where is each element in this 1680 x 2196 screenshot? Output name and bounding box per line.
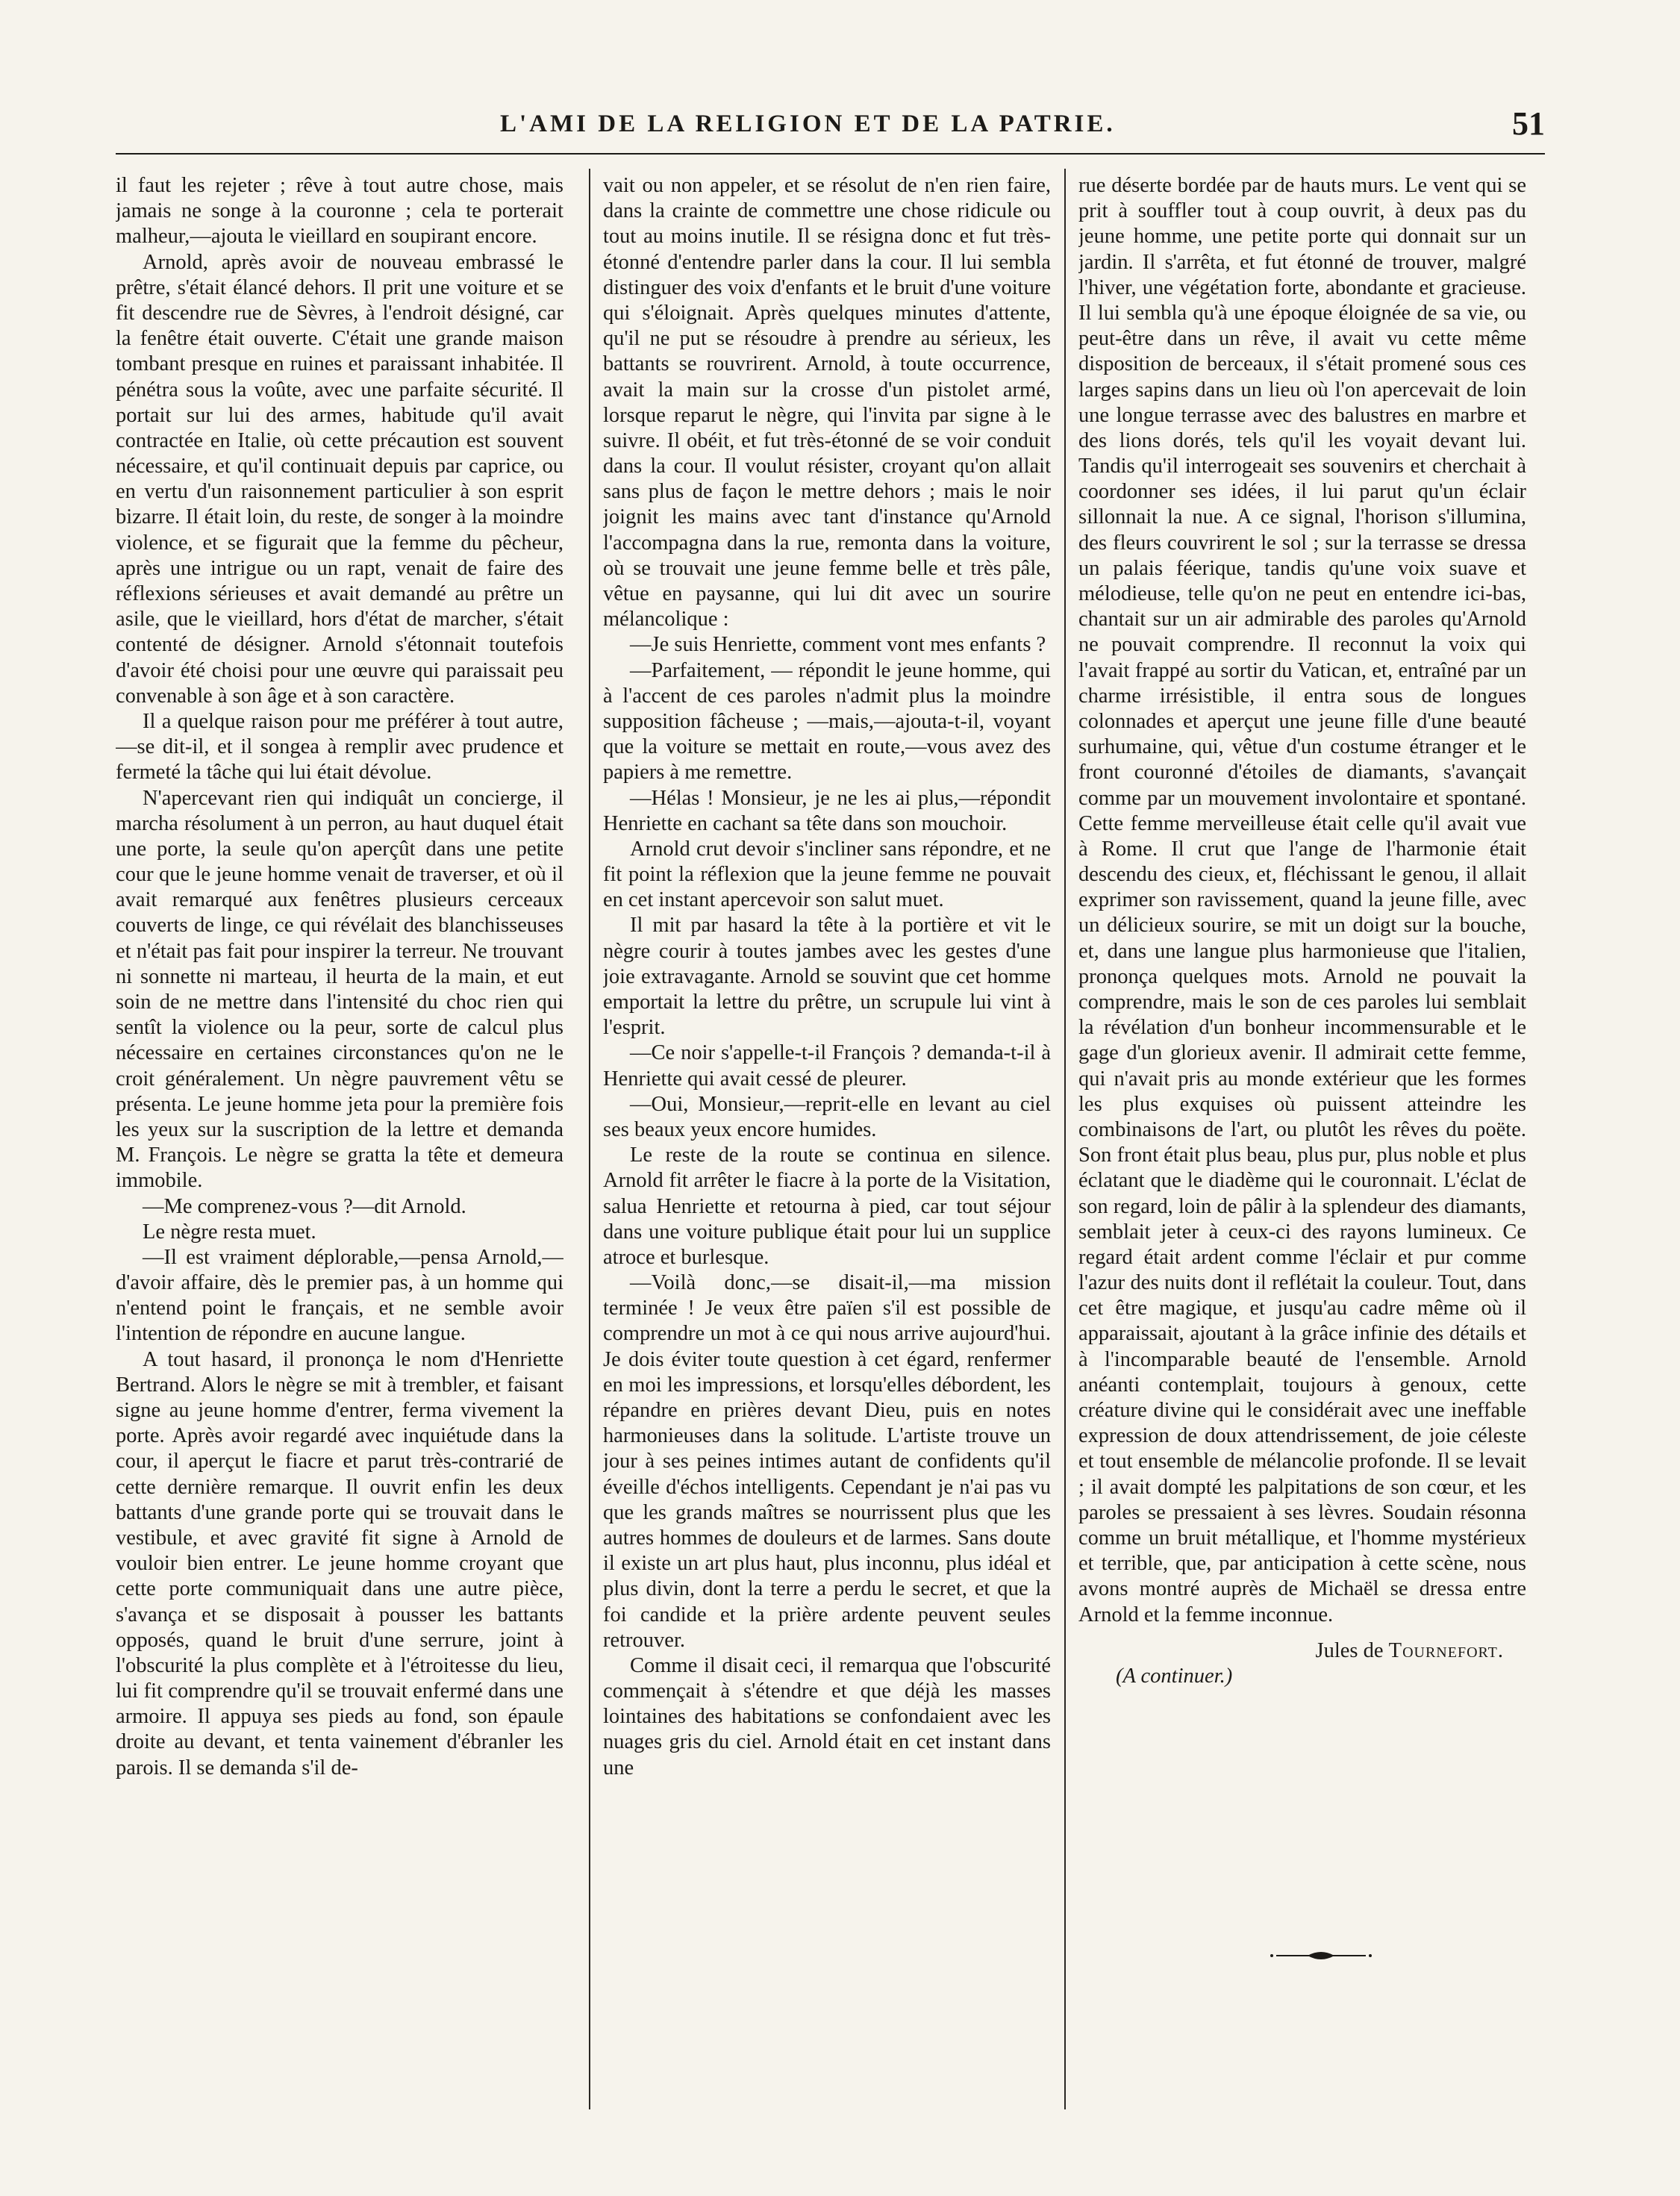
- paragraph: vait ou non appeler, et se résolut de n'en rien faire, dans la crainte de commettre une chose ridicule ou tout au moins inutile. Il se résigna donc et fut très-étonné d'entendre parler dans la cour. Il lui sembla distinguer des voix d'enfants et le bruit d'une voiture qui s'éloignait. Après quelques minutes d'attente, qu'il ne put se résoudre à prendre au sérieux, les battants se rouvrirent. Arnold, à toute occurrence, avait la main sur la crosse d'un pistolet armé, lorsque reparut le nègre, qui l'invita par signe à le suivre. Il obéit, et fut très-étonné de se voir conduit dans la cour. Il voulut résister, croyant qu'on allait sans plus de façon le mettre dehors ; mais le noir joignit les mains avec tant d'instance qu'Arnold l'accompagna dans la rue, remonta dans la voiture, où se trouvait une jeune femme belle et très pâle, vêtue en paysanne, qui lui dit avec un sourire mélancolique :: [603, 174, 1051, 631]
- paragraph: Le nègre resta muet.: [143, 1220, 316, 1244]
- paragraph: —Oui, Monsieur,—reprit-elle en levant au ciel ses beaux yeux encore humides.: [603, 1092, 1051, 1141]
- paragraph: —Je suis Henriette, comment vont mes enfants ?: [630, 633, 1046, 657]
- text-column-3: [1078, 173, 1526, 2103]
- column-separator: [589, 169, 590, 2109]
- paragraph: Il mit par hasard la tête à la portière et vit le nègre courir à toutes jambes avec les gestes d'une joie extravagante. Arnold se souvint que cet homme emportait la lettre du prêtre, un scrupule lui vint à l'esprit.: [603, 914, 1051, 1040]
- author-signature: [1078, 1638, 1526, 1664]
- paragraph: —Il est vraiment déplorable,—pensa Arnold,—d'avoir affaire, dès le premier pas, à un homme qui n'entend point le français, et ne semble avoir l'intention de répondre en aucune langue.: [116, 1245, 563, 1346]
- page-header: [112, 105, 1545, 149]
- paragraph: —Me comprenez-vous ?—dit Arnold.: [143, 1194, 466, 1218]
- author-surname: Tournefort.: [1388, 1638, 1504, 1662]
- paragraph: Comme il disait ceci, il remarqua que l'obscurité commençait à s'étendre et que déjà les masses lointaines des habitations se confondaient avec les nuages gris du ciel. Arnold était en cet instant dans une: [603, 1653, 1051, 1779]
- paragraph: Le reste de la route se continua en silence. Arnold fit arrêter le fiacre à la porte de la Visitation, salua Henriette et retourna à pied, car tout séjour dans une voiture publique était pour lui un supplice atroce et burlesque.: [603, 1144, 1051, 1269]
- paragraph: N'apercevant rien qui indiquât un concierge, il marcha résolument à un perron, au haut duquel était une porte, la seule qu'on aperçût dans une petite cour que le jeune homme venait de traverser, et où il avait remarqué aux fenêtres plusieurs cerceaux couverts de linge, ce qui révélait des blanchisseuses et n'était pas fait pour inspirer la terreur. Ne trouvant ni sonnette ni marteau, il heurta de la main, et eut soin de ne mettre dans l'intensité du choc rien qui sentît la violence ou la peur, sorte de calcul plus nécessaire en certaines circonstances qu'on ne le croit généralement. Un nègre pauvrement vêtu se présenta. Le jeune homme jeta pour la première fois les yeux sur la suscription de la lettre et demanda M. François. Le nègre se gratta la tête et demeura immobile.: [116, 786, 563, 1193]
- header-rule: [116, 153, 1545, 155]
- paragraph: rue déserte bordée par de hauts murs. Le vent qui se prit à souffler tout à coup ouvrit, à deux pas du jeune homme, une petite porte qui donnait sur un jardin. Il s'arrêta, et fut étonné de trouver, malgré l'hiver, une végétation forte, abondante et gracieuse. Il lui sembla qu'à une époque éloignée de sa vie, ou peut-être dans un rêve, il avait vu cette même disposition de berceaux, il s'était promené sous ces larges sapins dans un lieu où l'on apercevait de loin une longue terrasse avec des balustres en marbre et des lions dorés, tels qu'il les voyait devant lui. Tandis qu'il interrogeait ses souvenirs et cherchait à coordonner ses idées, il lui parut qu'un éclair sillonnait la nue. A ce signal, l'horison s'illumina, des fleurs couvrirent le sol ; sur la terrasse se dressa un palais féerique, tandis qu'une voix suave et mélodieuse, telle qu'on ne peut en entendre ici-bas, chantait sur un air admirable des paroles qu'Arnold ne pouvait comprendre. Il reconnut la voix qui l'avait frappé au sortir du Vatican, et, entraîné par un charme irrésistible, il entra sous de longues colonnades et aperçut une jeune fille d'une beauté surhumaine, qui, vêtue d'un costume étranger et le front couronné d'étoiles de diamants, s'avançait comme par un mouvement involontaire et spontané. Cette femme merveilleuse était celle qu'il avait vue à Rome. Il crut que l'ange de l'harmonie était descendu des cieux, et, fléchissant le genou, il allait exprimer son ravissement, quand la jeune fille, avec un délicieux sourire, se mit un doigt sur la bouche, et, dans une langue plus harmonieuse que l'italien, prononça quelques mots. Arnold ne pouvait la comprendre, mais le son de ces paroles lui semblait la révélation d'un bonheur incommensurable et le gage d'un glorieux avenir. Il admirait cette femme, qui n'avait pris au monde extérieur que les formes les plus exquises où puissent atteindre les combinaisons de l'art, ou plutôt les rêves du poëte. Son front était plus beau, plus pur, plus noble et plus éclatant que le diadème qui le couronnait. L'éclat de son regard, loin de pâlir à la splendeur des diamants, semblait jeter à ceux-ci des rayons lumineux. Ce regard était ardent comme l'éclair et pur comme l'azur des nuits dont il reflétait la couleur. Tout, dans cet être magique, et jusqu'au cadre même où il apparaissait, ajoutant à la grâce infinie des détails et à l'incomparable beauté de l'ensemble. Arnold anéanti contemplait, toujours à genoux, cette créature divine qui le considérait avec une ineffable expression de doux attendrissement, de joie céleste et tout ensemble de mélancolie profonde. Il se levait ; il avait dompté les palpitations de son cœur, et les paroles se pressaient à ses lèvres. Soudain résonna comme un bruit métallique, et l'homme mystérieux et terrible, que, par anticipation à cette scène, nous avons montré auprès de Michaël se dressa entre Arnold et la femme inconnue.: [1078, 174, 1526, 1626]
- paragraph: Arnold, après avoir de nouveau embrassé le prêtre, s'était élancé dehors. Il prit une voiture et se fit descendre rue de Sèvres, à l'endroit désigné, car la fenêtre était ouverte. C'était une grande maison tombant presque en ruines et paraissant inhabitée. Il pénétra sous la voûte, avec une parfaite sécurité. Il portait sur lui des armes, habitude qu'il avait contractée en Italie, où cette précaution est souvent nécessaire, et qu'il continuait depuis par caprice, ou en vertu d'un raisonnement particulier à son esprit bizarre. Il était loin, du reste, de songer à la moindre violence, et se figurait que la femme du pêcheur, après une intrigue ou un rapt, venait de faire des réflexions sérieuses et avait demandé au prêtre un asile, que le vieillard, hors d'état de marcher, s'était contenté de désigner. Arnold s'étonnait toutefois d'avoir été choisi pour une œuvre qui paraissait peu convenable à son âge et à son caractère.: [116, 250, 563, 708]
- page-number: 51: [1512, 105, 1545, 142]
- paragraph: —Hélas ! Monsieur, je ne les ai plus,—répondit Henriette en cachant sa tête dans son mouchoir.: [603, 786, 1051, 835]
- paragraph: —Voilà donc,—se disait-il,—ma mission terminée ! Je veux être païen s'il est possible de comprendre un mot à ce qui nous arrive aujourd'hui. Je dois éviter toute question à cet égard, renfermer en moi les impressions, et lorsqu'elles débordent, les répandre en prières devant Dieu, puis en notes harmonieuses dans la solitude. L'artiste trouve un jour à ses peines intimes autant de confidents qu'il éveille d'échos intelligents. Cependant je n'ai pas vu que les grands maîtres se nourrissent plus que les autres hommes de douleurs et de larmes. Sans doute il existe un art plus haut, plus inconnu, plus idéal et plus divin, dont la terre a perdu le secret, et que la foi candide et la prière ardente peuvent seules retrouver.: [603, 1271, 1051, 1652]
- paragraph: —Ce noir s'appelle-t-il François ? demanda-t-il à Henriette qui avait cessé de pleurer.: [603, 1041, 1051, 1091]
- paragraph: Arnold crut devoir s'incliner sans répondre, et ne fit point la réflexion que la jeune femme ne pouvait en cet instant apercevoir son salut muet.: [603, 837, 1051, 912]
- author-given-name: Jules de: [1315, 1638, 1384, 1662]
- to-be-continued-note: (A continuer.): [1116, 1664, 1233, 1688]
- paragraph: A tout hasard, il prononça le nom d'Henriette Bertrand. Alors le nègre se mit à trembler, et faisant signe au jeune homme d'entrer, ferma vivement la porte. Après avoir regardé avec inquiétude dans la cour, il aperçut le fiacre et parut très-contrarié de cette dernière remarque. Il ouvrit enfin les deux battants d'une grande porte qui se trouvait dans le vestibule, et avec gravité fit signe à Arnold de vouloir bien entrer. Le jeune homme croyant que cette porte communiquait dans une autre pièce, s'avança et se disposait à pousser les battants opposés, quand le bruit d'une serrure, joint à l'obscurité la plus complète et à l'étroitesse du lieu, lui fit comprendre qu'il se trouvait enfermé dans une armoire. Il appuya ses pieds au fond, son épaule droite au devant, et tenta vainement d'ébranler les parois. Il se demanda s'il de-: [116, 1347, 563, 1779]
- printer-flourish-ornament-icon: [1261, 1933, 1381, 1978]
- paragraph: —Parfaitement, — répondit le jeune homme, qui à l'accent de ces paroles n'admit plus la moindre supposition fâcheuse ; —mais,—ajouta-t-il, voyant que la voiture se mettait en route,—vous avez des papiers à me remettre.: [603, 658, 1051, 784]
- paragraph: Il a quelque raison pour me préférer à tout autre,—se dit-il, et il songea à remplir avec prudence et fermeté la tâche qui lui était dévolue.: [116, 709, 563, 784]
- running-title: L'AMI DE LA RELIGION ET DE LA PATRIE.: [500, 110, 1116, 137]
- paragraph: il faut les rejeter ; rêve à tout autre chose, mais jamais ne songe à la couronne ; cela te porterait malheur,—ajouta le vieillard en soupirant encore.: [116, 174, 563, 249]
- column-separator: [1064, 169, 1066, 2109]
- text-column-1: [116, 173, 563, 2103]
- text-column-2: [603, 173, 1051, 2103]
